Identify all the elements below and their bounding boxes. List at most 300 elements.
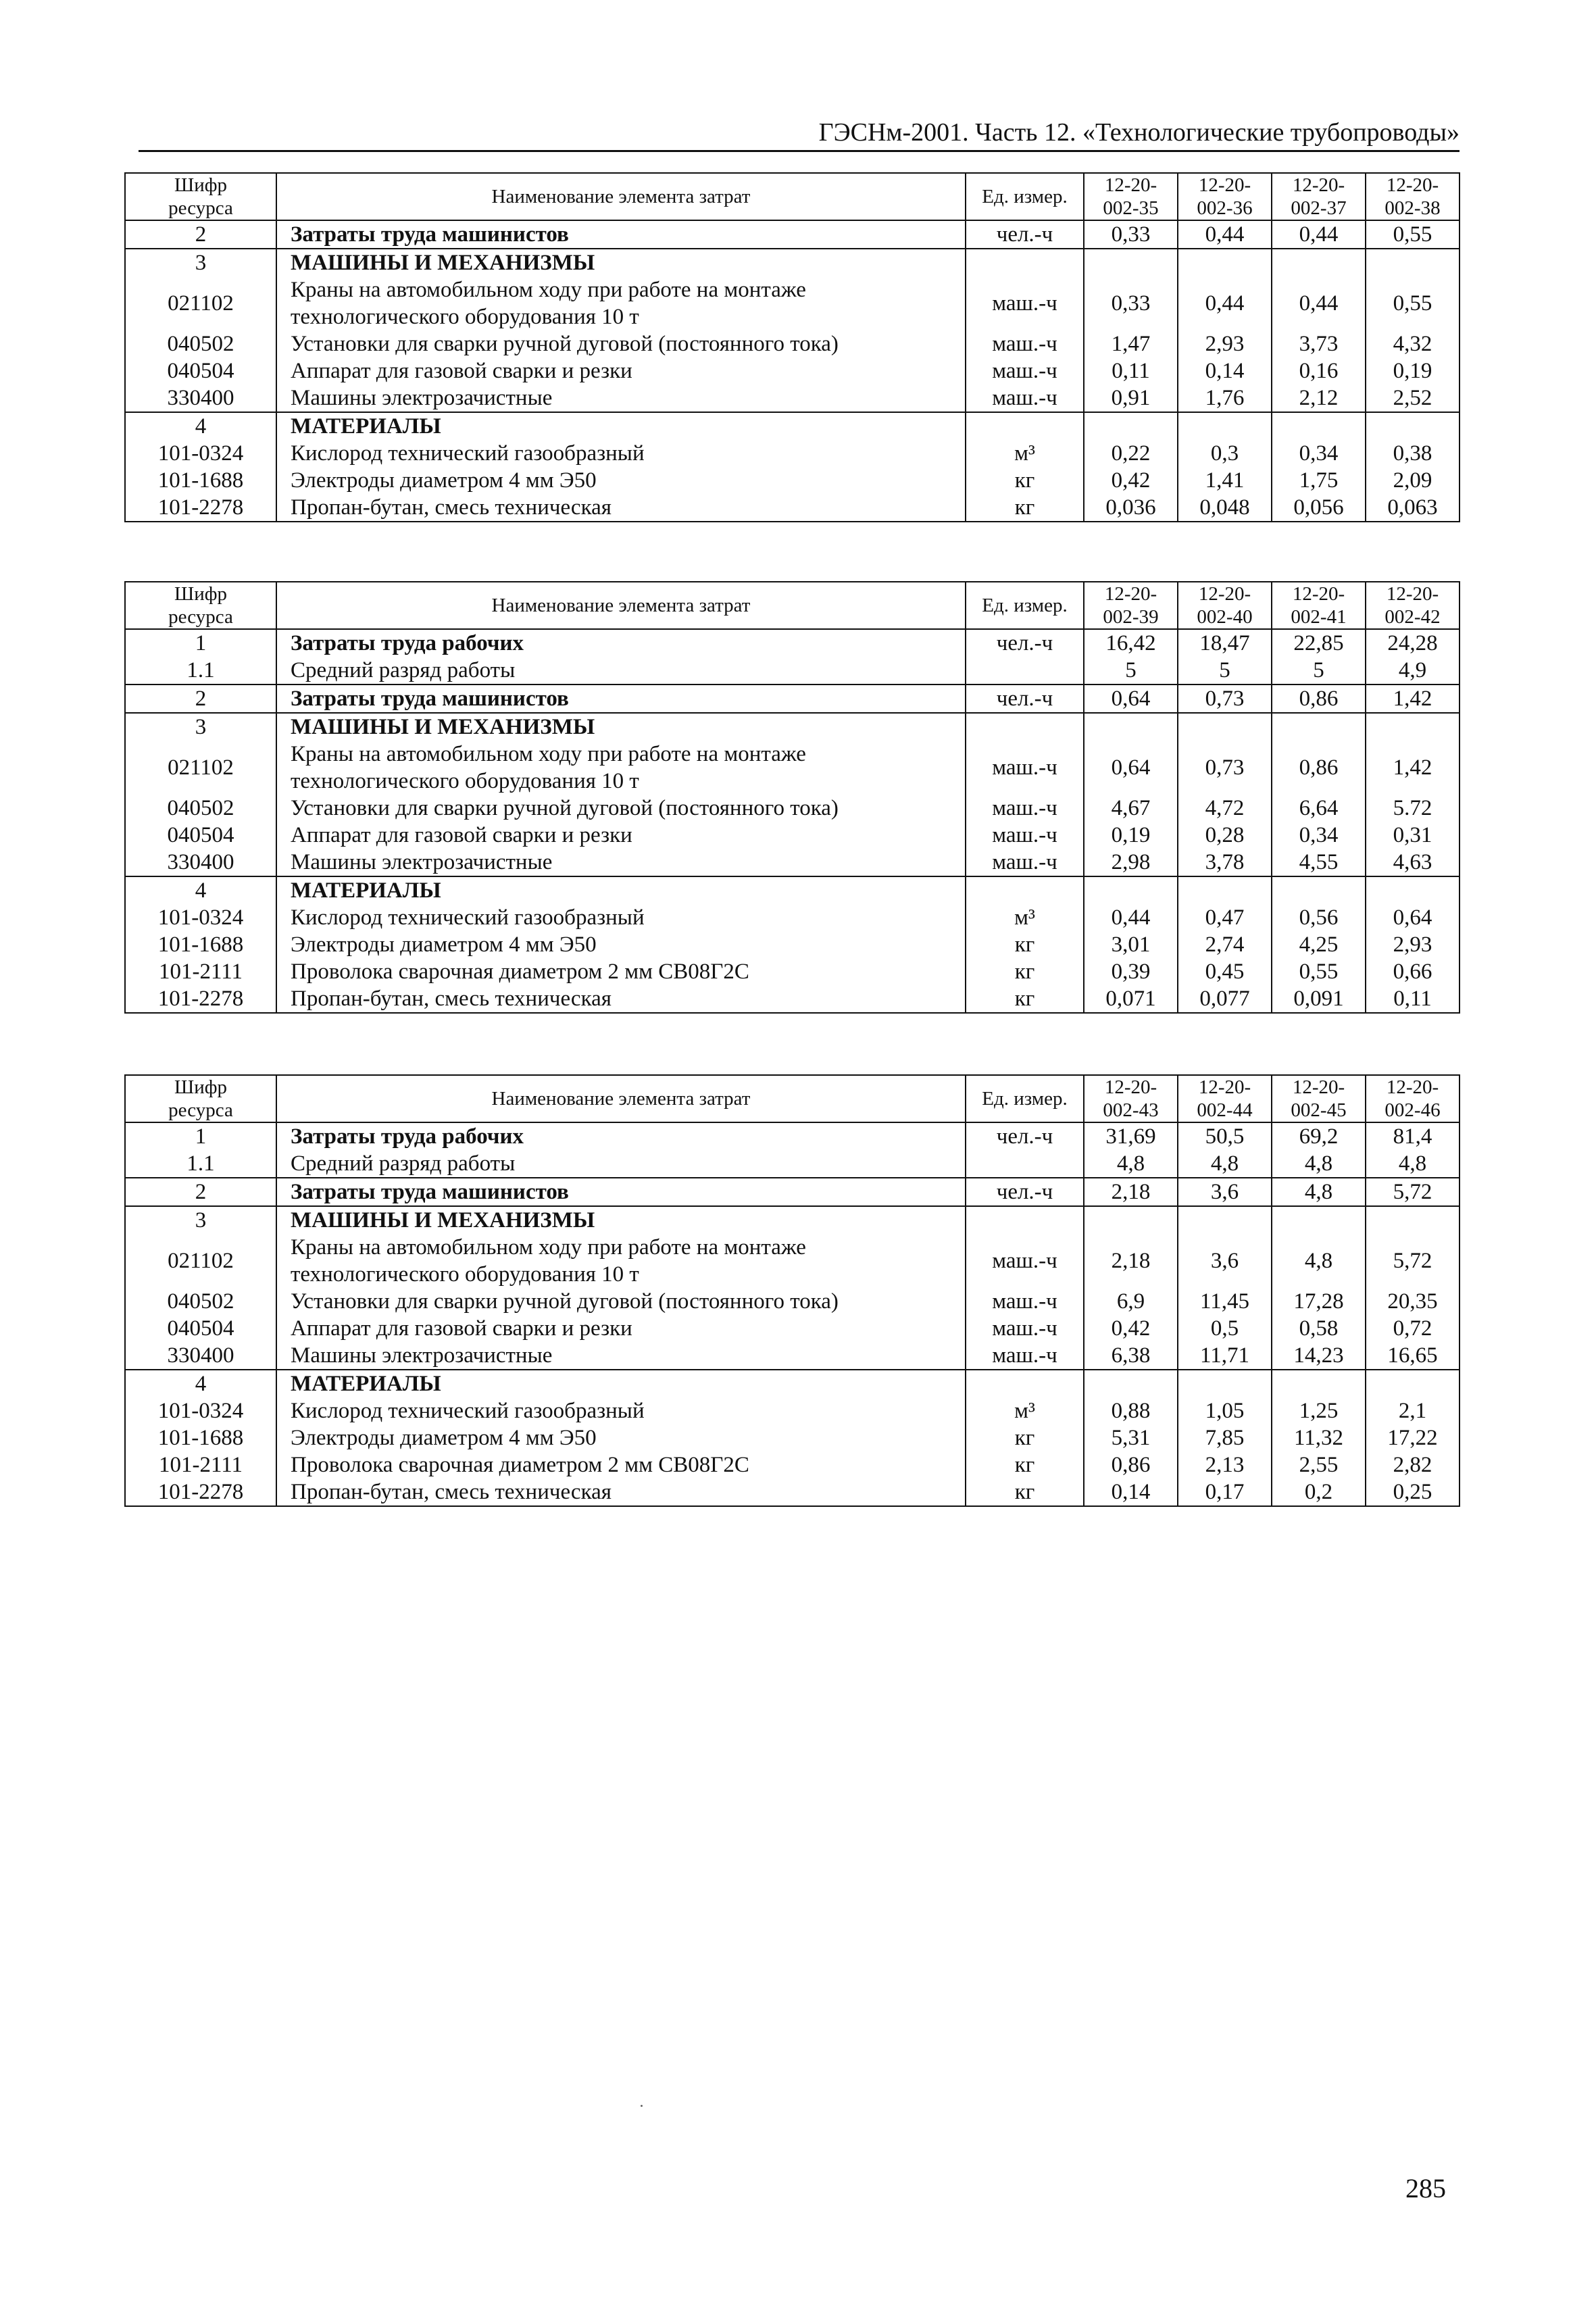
norm-value — [1366, 1370, 1460, 1397]
unit — [966, 1150, 1084, 1178]
table-row — [125, 1424, 1460, 1451]
norm-value: 2,18 — [1084, 1234, 1178, 1288]
page-number: 285 — [1405, 2173, 1446, 2204]
norm-value — [1178, 876, 1272, 904]
unit: м³ — [966, 904, 1084, 931]
norm-value: 0,73 — [1178, 741, 1272, 795]
resource-code: 040504 — [125, 822, 276, 849]
norm-value — [1272, 1206, 1366, 1234]
unit: чел.-ч — [966, 1122, 1084, 1150]
unit: маш.-ч — [966, 276, 1084, 330]
norm-value: 5,72 — [1366, 1178, 1460, 1206]
norm-value: 0,17 — [1178, 1478, 1272, 1506]
table-row — [125, 1234, 1460, 1288]
table-row — [125, 822, 1460, 849]
column-header-norm — [1178, 582, 1272, 629]
norm-value: 24,28 — [1366, 629, 1460, 657]
norm-value: 69,2 — [1272, 1122, 1366, 1150]
norm-value: 31,69 — [1084, 1122, 1178, 1150]
table-row — [125, 876, 1460, 904]
resource-code: 101-2278 — [125, 494, 276, 522]
norm-code-line1: 12-20- — [1104, 583, 1157, 605]
cost-element-name: МАТЕРИАЛЫ — [276, 876, 966, 904]
norm-value: 22,85 — [1272, 629, 1366, 657]
norm-value — [1084, 1206, 1178, 1234]
column-header-norm — [1272, 582, 1366, 629]
cost-element-name: Машины электрозачистные — [276, 384, 966, 412]
cost-element-name: Аппарат для газовой сварки и резки — [276, 1315, 966, 1342]
unit — [966, 1370, 1084, 1397]
norm-value: 0,42 — [1084, 1315, 1178, 1342]
norm-value — [1366, 412, 1460, 440]
norm-value: 1,42 — [1366, 684, 1460, 713]
norm-value — [1178, 713, 1272, 741]
norm-value — [1272, 1370, 1366, 1397]
norm-code-line2: 002-45 — [1291, 1099, 1347, 1121]
table-row — [125, 384, 1460, 412]
norm-value — [1272, 249, 1366, 276]
cost-element-name: Затраты труда машинистов — [276, 684, 966, 713]
norm-value: 0,071 — [1084, 985, 1178, 1013]
norm-value: 1,41 — [1178, 467, 1272, 494]
norm-value — [1178, 1206, 1272, 1234]
cost-element-name: МАШИНЫ И МЕХАНИЗМЫ — [276, 713, 966, 741]
norm-value — [1178, 249, 1272, 276]
unit: кг — [966, 467, 1084, 494]
norm-value: 4,8 — [1272, 1150, 1366, 1178]
norm-value: 0,2 — [1272, 1478, 1366, 1506]
norm-value — [1366, 249, 1460, 276]
norm-value: 1,75 — [1272, 467, 1366, 494]
norm-value: 0,036 — [1084, 494, 1178, 522]
resource-code: 021102 — [125, 276, 276, 330]
norm-value: 0,34 — [1272, 822, 1366, 849]
table-row — [125, 467, 1460, 494]
norm-value: 0,11 — [1366, 985, 1460, 1013]
norm-value: 0,14 — [1084, 1478, 1178, 1506]
unit: чел.-ч — [966, 220, 1084, 249]
resource-table-3 — [124, 1074, 1460, 1507]
norm-value: 2,09 — [1366, 467, 1460, 494]
norm-code-line2: 002-43 — [1103, 1099, 1159, 1121]
unit: маш.-ч — [966, 384, 1084, 412]
table-row — [125, 684, 1460, 713]
norm-value: 0,55 — [1366, 276, 1460, 330]
resource-code: 101-1688 — [125, 467, 276, 494]
resource-table-2 — [124, 581, 1460, 1014]
norm-value: 0,91 — [1084, 384, 1178, 412]
norm-value: 0,25 — [1366, 1478, 1460, 1506]
norm-value: 0,44 — [1178, 220, 1272, 249]
unit — [966, 657, 1084, 684]
resource-code: 330400 — [125, 384, 276, 412]
resource-code: 040502 — [125, 330, 276, 357]
resource-code: 021102 — [125, 1234, 276, 1288]
cost-element-name: Затраты труда машинистов — [276, 1178, 966, 1206]
cost-element-name: Кислород технический газообразный — [276, 904, 966, 931]
norm-value: 0,64 — [1084, 741, 1178, 795]
resource-code: 101-0324 — [125, 1397, 276, 1424]
table-row — [125, 1288, 1460, 1315]
norm-value — [1084, 249, 1178, 276]
resource-code: 040504 — [125, 1315, 276, 1342]
norm-value: 2,98 — [1084, 849, 1178, 876]
column-header-norm — [1084, 582, 1178, 629]
norm-value: 4,8 — [1366, 1150, 1460, 1178]
norm-value: 0,22 — [1084, 440, 1178, 467]
cost-element-name: Затраты труда машинистов — [276, 220, 966, 249]
column-header-name: Наименование элемента затрат — [276, 1075, 966, 1122]
norm-value: 0,056 — [1272, 494, 1366, 522]
norm-code-line1: 12-20- — [1292, 1076, 1345, 1098]
norm-value — [1084, 412, 1178, 440]
column-header-unit: Ед. измер. — [966, 173, 1084, 220]
column-header-code — [125, 1075, 276, 1122]
norm-value: 5.72 — [1366, 795, 1460, 822]
unit: маш.-ч — [966, 1315, 1084, 1342]
unit: чел.-ч — [966, 684, 1084, 713]
norm-value: 4,9 — [1366, 657, 1460, 684]
norm-value: 0,42 — [1084, 467, 1178, 494]
norm-value: 2,74 — [1178, 931, 1272, 958]
column-header-unit: Ед. измер. — [966, 1075, 1084, 1122]
norm-value: 0,47 — [1178, 904, 1272, 931]
column-header-norm — [1272, 1075, 1366, 1122]
resource-code: 4 — [125, 876, 276, 904]
table-row — [125, 795, 1460, 822]
table-row — [125, 440, 1460, 467]
norm-value: 0,3 — [1178, 440, 1272, 467]
norm-value: 0,19 — [1084, 822, 1178, 849]
norm-value: 1,05 — [1178, 1397, 1272, 1424]
norm-value: 0,44 — [1272, 220, 1366, 249]
resource-code: 101-2111 — [125, 1451, 276, 1478]
resource-code: 4 — [125, 412, 276, 440]
norm-value: 2,52 — [1366, 384, 1460, 412]
norm-value: 6,9 — [1084, 1288, 1178, 1315]
cost-element-name: Аппарат для газовой сварки и резки — [276, 357, 966, 384]
column-header-norm — [1366, 1075, 1460, 1122]
norm-value: 0,55 — [1366, 220, 1460, 249]
norm-code-line1: 12-20- — [1198, 583, 1251, 605]
table-row — [125, 1478, 1460, 1506]
norm-value: 17,22 — [1366, 1424, 1460, 1451]
norm-value: 0,44 — [1084, 904, 1178, 931]
norm-value: 0,091 — [1272, 985, 1366, 1013]
column-header-code — [125, 582, 276, 629]
table-row — [125, 1397, 1460, 1424]
norm-value: 2,55 — [1272, 1451, 1366, 1478]
resource-table-1 — [124, 172, 1460, 522]
resource-code: 1 — [125, 1122, 276, 1150]
resource-code: 3 — [125, 1206, 276, 1234]
resource-code: 2 — [125, 220, 276, 249]
norm-value: 2,12 — [1272, 384, 1366, 412]
resource-code: 101-2111 — [125, 958, 276, 985]
resource-code: 1 — [125, 629, 276, 657]
norm-code-line2: 002-41 — [1291, 606, 1347, 628]
cost-element-name: Пропан-бутан, смесь техническая — [276, 1478, 966, 1506]
unit: маш.-ч — [966, 795, 1084, 822]
norm-value — [1272, 876, 1366, 904]
table-row — [125, 1122, 1460, 1150]
column-header-code-line2: ресурса — [168, 197, 233, 219]
resource-code: 2 — [125, 684, 276, 713]
cost-element-name: МАШИНЫ И МЕХАНИЗМЫ — [276, 249, 966, 276]
unit: кг — [966, 494, 1084, 522]
unit: чел.-ч — [966, 1178, 1084, 1206]
norm-value: 2,82 — [1366, 1451, 1460, 1478]
norm-value: 0,28 — [1178, 822, 1272, 849]
unit: маш.-ч — [966, 330, 1084, 357]
norm-value: 0,19 — [1366, 357, 1460, 384]
resource-code: 330400 — [125, 849, 276, 876]
norm-code-line2: 002-40 — [1197, 606, 1253, 628]
running-header: ГЭСНм-2001. Часть 12. «Технологические трубопроводы» — [139, 115, 1460, 152]
norm-value: 0,58 — [1272, 1315, 1366, 1342]
norm-value: 4,72 — [1178, 795, 1272, 822]
norm-value: 0,86 — [1272, 741, 1366, 795]
norm-code-line2: 002-38 — [1385, 197, 1441, 219]
norm-value: 16,42 — [1084, 629, 1178, 657]
cost-element-name: Затраты труда рабочих — [276, 1122, 966, 1150]
column-header-name: Наименование элемента затрат — [276, 173, 966, 220]
resource-code: 101-1688 — [125, 1424, 276, 1451]
norm-code-line1: 12-20- — [1386, 174, 1439, 196]
resource-code: 3 — [125, 713, 276, 741]
resource-code: 101-1688 — [125, 931, 276, 958]
norm-value: 3,6 — [1178, 1234, 1272, 1288]
norm-code-line2: 002-37 — [1291, 197, 1347, 219]
norm-value: 2,18 — [1084, 1178, 1178, 1206]
unit: кг — [966, 958, 1084, 985]
table-row — [125, 931, 1460, 958]
unit: маш.-ч — [966, 741, 1084, 795]
table-row — [125, 629, 1460, 657]
unit: маш.-ч — [966, 357, 1084, 384]
norm-value: 4,8 — [1272, 1178, 1366, 1206]
cost-element-name: Проволока сварочная диаметром 2 мм СВ08Г2С — [276, 958, 966, 985]
norm-value: 50,5 — [1178, 1122, 1272, 1150]
norm-value: 0,34 — [1272, 440, 1366, 467]
norm-value: 5,31 — [1084, 1424, 1178, 1451]
cost-element-name: МАТЕРИАЛЫ — [276, 412, 966, 440]
table-row — [125, 412, 1460, 440]
cost-element-name: Установки для сварки ручной дуговой (постоянного тока) — [276, 330, 966, 357]
cost-element-name: Машины электрозачистные — [276, 1342, 966, 1370]
resource-code: 101-2278 — [125, 1478, 276, 1506]
cost-element-name: Электроды диаметром 4 мм Э50 — [276, 1424, 966, 1451]
unit: маш.-ч — [966, 822, 1084, 849]
norm-value: 1,47 — [1084, 330, 1178, 357]
norm-value: 0,56 — [1272, 904, 1366, 931]
norm-value: 0,55 — [1272, 958, 1366, 985]
unit — [966, 249, 1084, 276]
norm-value: 0,64 — [1366, 904, 1460, 931]
norm-code-line1: 12-20- — [1104, 174, 1157, 196]
norm-value: 0,44 — [1178, 276, 1272, 330]
norm-value: 2,93 — [1366, 931, 1460, 958]
norm-code-line2: 002-44 — [1197, 1099, 1253, 1121]
norm-value: 0,063 — [1366, 494, 1460, 522]
table-row — [125, 249, 1460, 276]
resource-code: 101-0324 — [125, 904, 276, 931]
resource-code: 1.1 — [125, 1150, 276, 1178]
norm-value: 5 — [1084, 657, 1178, 684]
table-row — [125, 1315, 1460, 1342]
norm-value: 11,32 — [1272, 1424, 1366, 1451]
norm-code-line2: 002-39 — [1103, 606, 1159, 628]
norm-code-line1: 12-20- — [1292, 174, 1345, 196]
table-row — [125, 904, 1460, 931]
norm-value: 1,42 — [1366, 741, 1460, 795]
unit: маш.-ч — [966, 1288, 1084, 1315]
norm-value: 18,47 — [1178, 629, 1272, 657]
norm-code-line2: 002-42 — [1385, 606, 1441, 628]
norm-value: 4,8 — [1084, 1150, 1178, 1178]
norm-value: 14,23 — [1272, 1342, 1366, 1370]
table-row — [125, 220, 1460, 249]
unit: чел.-ч — [966, 629, 1084, 657]
norm-value: 3,6 — [1178, 1178, 1272, 1206]
unit: маш.-ч — [966, 1342, 1084, 1370]
table-row — [125, 849, 1460, 876]
norm-code-line1: 12-20- — [1198, 1076, 1251, 1098]
norm-value: 0,44 — [1272, 276, 1366, 330]
norm-value: 0,88 — [1084, 1397, 1178, 1424]
cost-element-name: Установки для сварки ручной дуговой (постоянного тока) — [276, 1288, 966, 1315]
norm-value: 0,14 — [1178, 357, 1272, 384]
table-row — [125, 985, 1460, 1013]
scan-speck — [641, 2105, 643, 2107]
cost-element-name: Установки для сварки ручной дуговой (постоянного тока) — [276, 795, 966, 822]
cost-element-name: Машины электрозачистные — [276, 849, 966, 876]
table-row — [125, 330, 1460, 357]
cost-element-name: Кислород технический газообразный — [276, 1397, 966, 1424]
column-header-code-line1: Шифр — [174, 174, 228, 196]
cost-element-name: Средний разряд работы — [276, 657, 966, 684]
norm-value: 4,32 — [1366, 330, 1460, 357]
column-header-norm — [1178, 173, 1272, 220]
cost-element-name: Аппарат для газовой сварки и резки — [276, 822, 966, 849]
norm-value: 4,67 — [1084, 795, 1178, 822]
table-row — [125, 1178, 1460, 1206]
norm-value: 0,31 — [1366, 822, 1460, 849]
column-header-norm — [1366, 582, 1460, 629]
norm-code-line1: 12-20- — [1386, 1076, 1439, 1098]
table-row — [125, 276, 1460, 330]
cost-element-name: МАТЕРИАЛЫ — [276, 1370, 966, 1397]
cost-element-name: Пропан-бутан, смесь техническая — [276, 494, 966, 522]
column-header-norm — [1366, 173, 1460, 220]
norm-value: 0,5 — [1178, 1315, 1272, 1342]
norm-value: 5,72 — [1366, 1234, 1460, 1288]
norm-code-line2: 002-46 — [1385, 1099, 1441, 1121]
table-header-row — [125, 1075, 1460, 1122]
norm-value: 1,25 — [1272, 1397, 1366, 1424]
column-header-code-line2: ресурса — [168, 1099, 233, 1121]
table-row — [125, 713, 1460, 741]
unit — [966, 1206, 1084, 1234]
norm-value: 5 — [1272, 657, 1366, 684]
norm-value: 20,35 — [1366, 1288, 1460, 1315]
column-header-code-line1: Шифр — [174, 583, 228, 605]
norm-value: 0,86 — [1084, 1451, 1178, 1478]
resource-code: 2 — [125, 1178, 276, 1206]
cost-element-name: Электроды диаметром 4 мм Э50 — [276, 467, 966, 494]
norm-value: 0,39 — [1084, 958, 1178, 985]
norm-value — [1084, 1370, 1178, 1397]
unit — [966, 876, 1084, 904]
unit: маш.-ч — [966, 849, 1084, 876]
norm-value: 4,63 — [1366, 849, 1460, 876]
norm-value: 3,78 — [1178, 849, 1272, 876]
unit: кг — [966, 1424, 1084, 1451]
unit: кг — [966, 1478, 1084, 1506]
unit — [966, 713, 1084, 741]
norm-value: 7,85 — [1178, 1424, 1272, 1451]
norm-value: 4,25 — [1272, 931, 1366, 958]
norm-code-line1: 12-20- — [1104, 1076, 1157, 1098]
cost-element-name: Электроды диаметром 4 мм Э50 — [276, 931, 966, 958]
norm-value: 4,8 — [1178, 1150, 1272, 1178]
norm-value: 2,13 — [1178, 1451, 1272, 1478]
norm-value — [1178, 1370, 1272, 1397]
norm-code-line2: 002-36 — [1197, 197, 1253, 219]
norm-value: 0,33 — [1084, 220, 1178, 249]
norm-value: 0,38 — [1366, 440, 1460, 467]
norm-value: 0,73 — [1178, 684, 1272, 713]
cost-element-name: Краны на автомобильном ходу при работе на монтаже технологического оборудования 10 т — [276, 1234, 966, 1288]
norm-code-line1: 12-20- — [1198, 174, 1251, 196]
norm-value: 81,4 — [1366, 1122, 1460, 1150]
norm-value: 17,28 — [1272, 1288, 1366, 1315]
cost-element-name: Кислород технический газообразный — [276, 440, 966, 467]
cost-element-name: Краны на автомобильном ходу при работе на монтаже технологического оборудования 10 т — [276, 276, 966, 330]
resource-code: 040504 — [125, 357, 276, 384]
norm-value: 3,01 — [1084, 931, 1178, 958]
resource-code: 1.1 — [125, 657, 276, 684]
norm-value: 4,55 — [1272, 849, 1366, 876]
unit: м³ — [966, 440, 1084, 467]
resource-code: 040502 — [125, 1288, 276, 1315]
table-header-row — [125, 582, 1460, 629]
norm-value: 1,76 — [1178, 384, 1272, 412]
norm-value — [1084, 876, 1178, 904]
norm-value — [1178, 412, 1272, 440]
table-row — [125, 1370, 1460, 1397]
norm-value: 0,11 — [1084, 357, 1178, 384]
norm-code-line1: 12-20- — [1292, 583, 1345, 605]
norm-value: 0,33 — [1084, 276, 1178, 330]
column-header-code-line1: Шифр — [174, 1076, 228, 1098]
norm-value — [1366, 713, 1460, 741]
table-row — [125, 1451, 1460, 1478]
norm-value — [1366, 1206, 1460, 1234]
column-header-norm — [1178, 1075, 1272, 1122]
unit: кг — [966, 985, 1084, 1013]
norm-value: 0,45 — [1178, 958, 1272, 985]
resource-code: 040502 — [125, 795, 276, 822]
resource-code: 4 — [125, 1370, 276, 1397]
norm-value: 11,45 — [1178, 1288, 1272, 1315]
column-header-norm — [1084, 173, 1178, 220]
norm-code-line1: 12-20- — [1386, 583, 1439, 605]
table-row — [125, 958, 1460, 985]
norm-value: 5 — [1178, 657, 1272, 684]
cost-element-name: Пропан-бутан, смесь техническая — [276, 985, 966, 1013]
cost-element-name: Затраты труда рабочих — [276, 629, 966, 657]
